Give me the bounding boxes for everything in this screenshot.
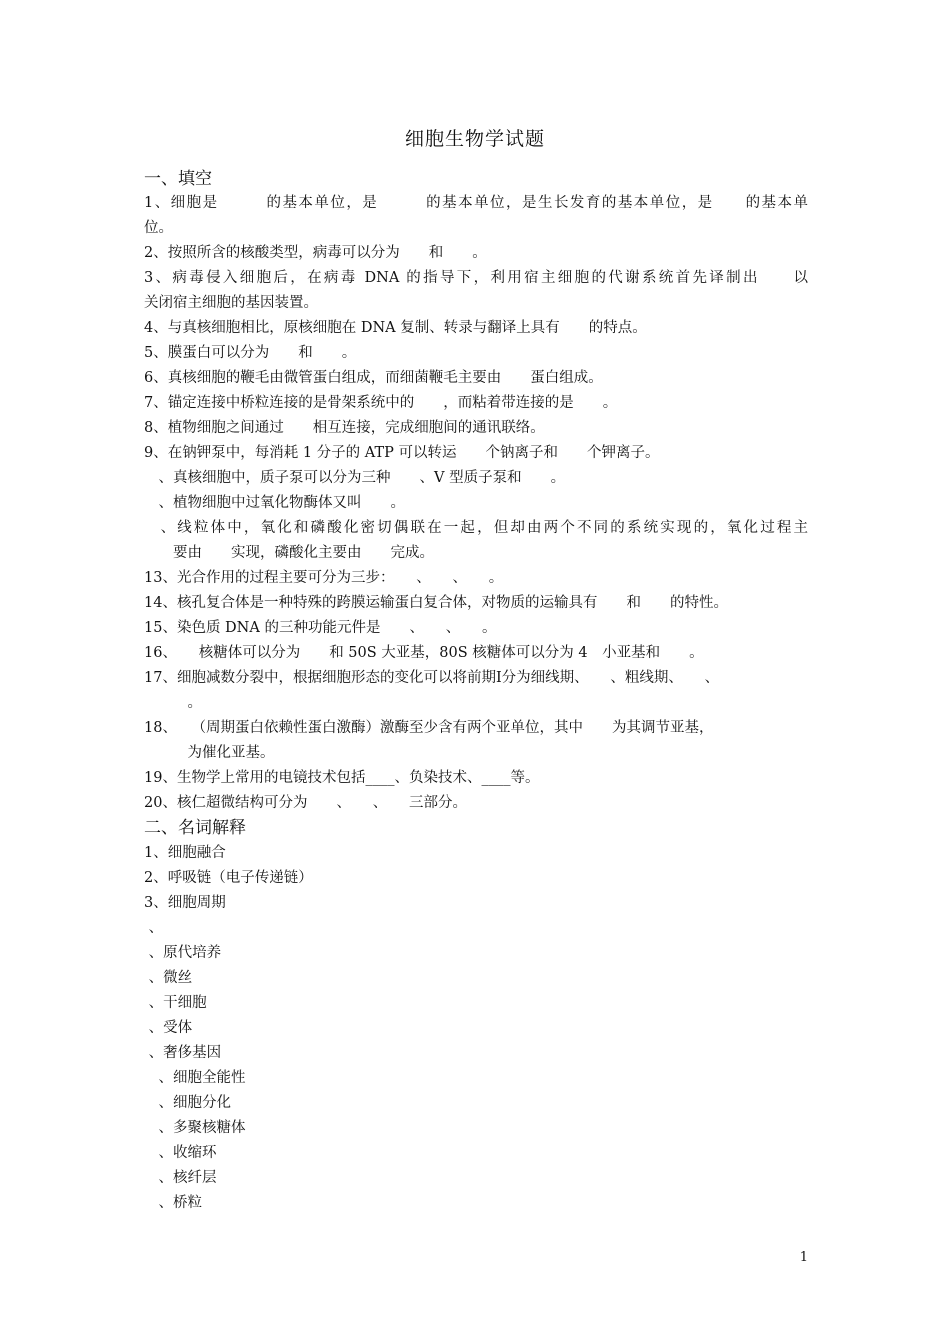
section-heading-fill-in: 一、填空 (144, 169, 212, 189)
question-line: 14、核孔复合体是一种特殊的跨膜运输蛋白复合体，对物质的运输具有 和 的特性。 (144, 595, 728, 611)
question-line: 18、 （周期蛋白依赖性蛋白激酶）激酶至少含有两个亚单位，其中 为其调节亚基， (144, 720, 714, 736)
question-line: 16、 核糖体可以分为 和 50S 大亚基，80S 核糖体可以分为 4 小亚基和 。 (144, 645, 704, 661)
question-line: 3、病毒侵入细胞后，在病毒 DNA 的指导下，利用宿主细胞的代谢系统首先译制出 以 (144, 270, 808, 286)
term-line: 、细胞全能性 (144, 1070, 246, 1086)
document-title: 细胞生物学试题 (404, 128, 545, 150)
question-line: 关闭宿主细胞的基因装置。 (144, 295, 318, 311)
term-line: 、奢侈基因 (144, 1045, 222, 1061)
term-line: 、桥粒 (144, 1195, 202, 1211)
question-line: 1、细胞是 的基本单位，是 的基本单位，是生长发育的基本单位，是 的基本单 (144, 195, 808, 211)
question-line: 17、细胞减数分裂中，根据细胞形态的变化可以将前期Ⅰ分为细线期、 、粗线期、 、 (144, 670, 720, 686)
term-line: 、 (144, 920, 164, 936)
question-line: 7、锚定连接中桥粒连接的是骨架系统中的 ，而粘着带连接的是 。 (144, 395, 618, 411)
term-line: 、干细胞 (144, 995, 207, 1011)
term-line: 、受体 (144, 1020, 193, 1036)
question-line: 9、在钠钾泵中，每消耗 1 分子的 ATP 可以转运 个钠离子和 个钾离子。 (144, 445, 660, 461)
question-line: 。 (144, 695, 202, 711)
question-line: 19、生物学上常用的电镜技术包括____、负染技术、____等。 (144, 770, 540, 786)
question-line: 、线粒体中，氧化和磷酸化密切偶联在一起，但却由两个不同的系统实现的，氧化过程主 (144, 520, 808, 536)
question-line: 要由 实现，磷酸化主要由 完成。 (144, 545, 434, 561)
question-line: 13、光合作用的过程主要可分为三步： 、 、 。 (144, 570, 504, 586)
question-line: 、真核细胞中，质子泵可以分为三种 、V 型质子泵和 。 (144, 470, 566, 486)
question-line: 8、植物细胞之间通过 相互连接，完成细胞间的通讯联络。 (144, 420, 545, 436)
term-line: 、原代培养 (144, 945, 222, 961)
term-line: 、微丝 (144, 970, 193, 986)
term-line: 2、呼吸链（电子传递链） (144, 870, 313, 886)
term-line: 3、细胞周期 (144, 895, 226, 911)
question-line: 位。 (144, 220, 173, 236)
term-line: 、核纤层 (144, 1170, 217, 1186)
question-line: 6、真核细胞的鞭毛由微管蛋白组成，而细菌鞭毛主要由 蛋白组成。 (144, 370, 603, 386)
term-line: 1、细胞融合 (144, 845, 226, 861)
question-line: 4、与真核细胞相比，原核细胞在 DNA 复制、转录与翻译上具有 的特点。 (144, 320, 647, 336)
term-line: 、多聚核糖体 (144, 1120, 246, 1136)
question-line: 15、染色质 DNA 的三种功能元件是 、 、 。 (144, 620, 497, 636)
question-line: 2、按照所含的核酸类型，病毒可以分为 和 。 (144, 245, 487, 261)
question-line: 5、膜蛋白可以分为 和 。 (144, 345, 357, 361)
question-line: 为催化亚基。 (144, 745, 275, 761)
page-number: 1 (799, 1250, 808, 1265)
term-line: 、细胞分化 (144, 1095, 231, 1111)
question-line: 20、核仁超微结构可分为 、 、 三部分。 (144, 795, 467, 811)
term-line: 、收缩环 (144, 1145, 217, 1161)
question-line: 、植物细胞中过氧化物酶体又叫 。 (144, 495, 405, 511)
section-heading-terms: 二、名词解释 (144, 818, 246, 838)
